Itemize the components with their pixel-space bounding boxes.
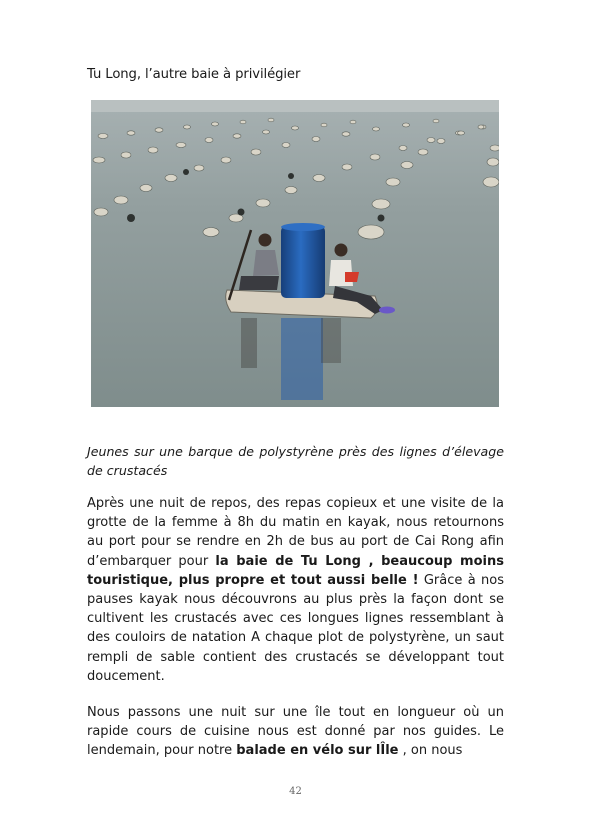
photo-illustration [91,100,499,407]
paragraph-1-bold: la baie de Tu Long , beaucoup moins touristique, plus propre et tout aussi belle ! [87,553,504,588]
paragraph-1 [87,494,504,686]
photo-boat-polystyrene [91,100,499,407]
paragraph-2-bold: balade en vélo sur lÎle [236,743,399,759]
paragraph-2-text-b: , on nous [398,743,463,759]
paragraph-2-text-a: Nous passons une nuit sur une île tout en longueur où un rapide cours de cuisine nous est donné par nos guides. Le lendemain, pour notre [87,705,504,759]
section-title: Tu Long, l’autre baie à privilégier [87,67,301,82]
paragraph-1-text-a: Après une nuit de repos, des repas copieux et une visite de la grotte de la femme à 8h du matin en kayak, nous retournons au port pour se rendre en 2h de bus au port de Cai Rong afin d’embarquer pour [87,496,504,569]
page-number: 42 [289,786,302,797]
paragraph-2 [87,703,504,761]
photo-caption: Jeunes sur une barque de polystyrène près des lignes d’élevage de crustacés [87,444,504,478]
paragraph-1-text-b: Grâce à nos pauses kayak nous découvrons au plus près la façon dont se cultivent les crustacés avec ces longues lignes ressemblant à des couloirs de natation A chaque plot de polystyrène, un saut rempli de sable contient des crustacés se développant tout doucement. [87,572,505,684]
